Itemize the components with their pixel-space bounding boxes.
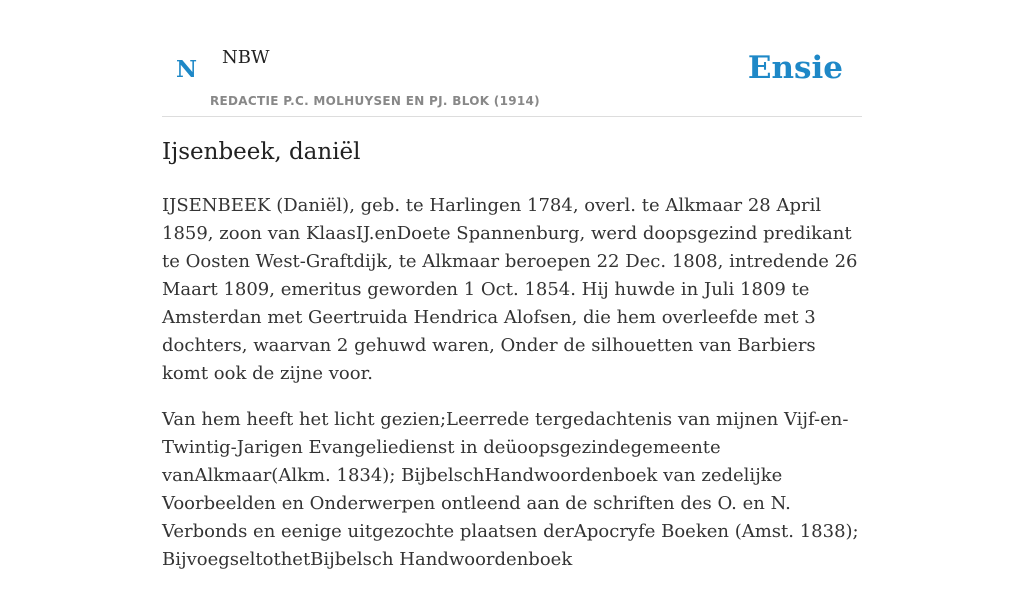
source-logo[interactable]: N: [176, 56, 198, 83]
brand-logo[interactable]: Ensie: [747, 50, 843, 86]
article-title: Ijsenbeek, daniël: [162, 139, 361, 165]
source-title[interactable]: NBW: [222, 47, 270, 68]
article-body: [162, 192, 862, 592]
paragraph: Van hem heeft het licht gezien;Leerrede tergedachtenis van mijnen Vijf-en-Twintig-Jarigen Evangeliedienst in deüoopsgezindegemeente vanAlkmaar(Alkm. 1834); BijbelschHandwoordenboek van zedelijke Voorbeelden en Onderwerpen ontleend aan de schriften des O. en N. Verbonds en eenige uitgezochte plaatsen derApocryfe Boeken (Amst. 1838); BijvoegseltothetBijbelsch Handwoordenboek: [162, 409, 859, 570]
source-subtitle: REDACTIE P.C. MOLHUYSEN EN PJ. BLOK (1914): [210, 94, 540, 108]
paragraph: IJSENBEEK (Daniël), geb. te Harlingen 1784, overl. te Alkmaar 28 April 1859, zoon van KlaasIJ.enDoete Spannenburg, werd doopsgezind predikant te Oosten West-Graftdijk, te Alkmaar beroepen 22 Dec. 1808, intredende 26 Maart 1809, emeritus geworden 1 Oct. 1854. Hij huwde in Juli 1809 te Amsterdan met Geertruida Hendrica Alofsen, die hem overleefde met 3 dochters, waarvan 2 gehuwd waren, Onder de silhouetten van Barbiers komt ook de zijne voor.: [162, 195, 858, 384]
header: [162, 0, 862, 117]
